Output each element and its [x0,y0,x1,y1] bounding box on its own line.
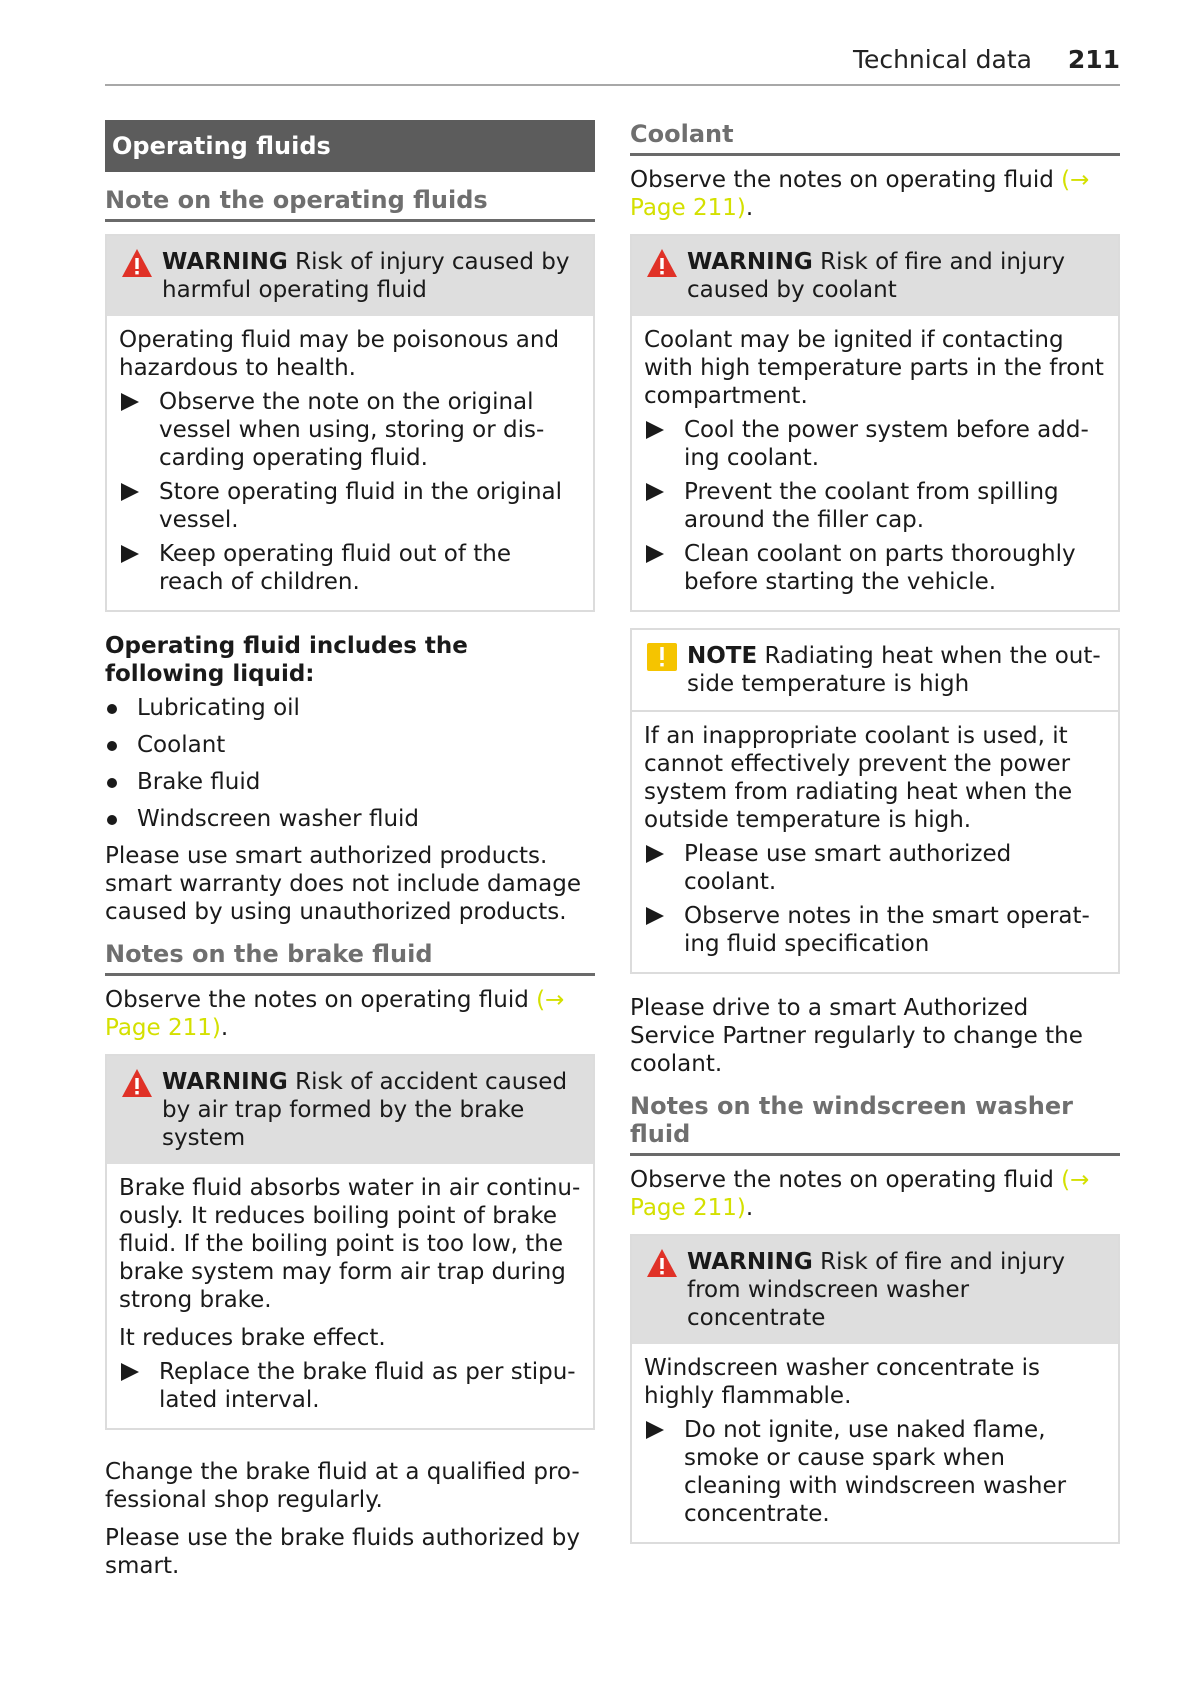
list-item [105,731,595,759]
arrow-bullet-icon [646,483,664,501]
list-item [105,768,595,796]
arrow-bullet-icon [646,1421,664,1439]
note-header [632,630,1118,712]
warning-body [107,316,593,610]
warning-title: Risk of injury caused by harmful operating fluid [162,249,570,303]
products-note: Please use smart authorized products. smart warranty does not include damage caused by using unauthorized products. [105,843,581,925]
warning-instructions [644,416,1106,596]
warning-header [107,236,593,316]
list-item-text: Replace the brake fluid as per stipu-lated interval. [159,1359,576,1413]
warning-triangle-icon [646,1248,678,1278]
list-item [644,902,1106,958]
warning-label: WARNING [162,1069,288,1095]
list-item [119,388,581,472]
warning-label: WARNING [687,249,813,275]
warning-box-harmful-fluid [105,234,595,612]
warning-triangle-icon [646,248,678,278]
warning-instructions [644,1416,1106,1528]
list-item [105,805,595,833]
list-item [644,1416,1106,1528]
includes-heading: Operating fluid includes the following liquid: [105,633,468,687]
note-body [632,712,1118,972]
list-item-text: Prevent the coolant from spilling around the filler cap. [684,479,1059,533]
warning-instructions [119,388,581,596]
section-heading-coolant: Coolant [630,120,1120,156]
list-item-text: Store operating fluid in the original vessel. [159,479,563,533]
note-instructions [644,840,1106,958]
brake-authorized-paragraph: Please use the brake fluids authorized by smart. [105,1525,581,1579]
service-partner-paragraph: Please drive to a smart Authorized Service Partner regularly to change the coolant. [630,995,1083,1077]
warning-label: WARNING [162,249,288,275]
brake-change-paragraph: Change the brake fluid at a qualified pro-fessional shop regularly. [105,1459,580,1513]
list-item [644,540,1106,596]
arrow-bullet-icon [121,483,139,501]
page-link[interactable]: (→ Page 211) [630,167,1090,221]
page-link[interactable]: (→ Page 211) [105,987,565,1041]
list-item [644,840,1106,896]
bullet-dot-icon [107,815,117,825]
warning-label: WARNING [687,1249,813,1275]
warning-text-2: It reduces brake effect. [119,1325,386,1351]
list-item-text: Windscreen washer fluid [137,806,420,832]
warning-triangle-icon [121,248,153,278]
bullet-dot-icon [107,778,117,788]
warning-box-brake-air-trap [105,1054,595,1430]
list-item-text: Observe notes in the smart operat-ing fluid specification [684,903,1090,957]
arrow-bullet-icon [121,545,139,563]
warning-text: Windscreen washer concentrate is highly flammable. [644,1355,1041,1409]
observe-note: Observe the notes on operating fluid (→ Page 211). [105,987,565,1041]
arrow-bullet-icon [121,393,139,411]
arrow-bullet-icon [646,421,664,439]
observe-text: Observe the notes on operating fluid [630,167,1054,193]
observe-note: Observe the notes on operating fluid (→ Page 211). [630,1167,1090,1221]
note-label: NOTE [687,643,758,669]
warning-instructions [119,1358,581,1414]
warning-triangle-icon [121,1068,153,1098]
section-heading-washer-fluid: Notes on the windscreen washer fluid [630,1092,1120,1156]
warning-body [632,1344,1118,1542]
arrow-bullet-icon [646,907,664,925]
list-item-text: Brake fluid [137,769,261,795]
left-column [105,120,595,1580]
bullet-dot-icon [107,741,117,751]
warning-header [632,1236,1118,1344]
right-column [630,120,1120,1544]
note-text: If an inappropriate coolant is used, it cannot effectively prevent the power system from radiating heat when the outside temperature is high. [644,723,1073,833]
list-item [644,416,1106,472]
observe-note: Observe the notes on operating fluid (→ Page 211). [630,167,1090,221]
liquids-list [105,694,595,833]
arrow-bullet-icon [646,845,664,863]
warning-header [107,1056,593,1164]
page-number: 211 [1067,45,1120,74]
warning-title: Risk of fire and injury caused by coolant [687,249,1066,303]
warning-body [632,316,1118,610]
page-header [105,44,1120,86]
list-item-text: Coolant [137,732,226,758]
note-title: Radiating heat when the out-side temperature is high [687,643,1101,697]
warning-header [632,236,1118,316]
list-item-text: Lubricating oil [137,695,300,721]
warning-text: Brake fluid absorbs water in air continu-ously. It reduces boiling point of brake fluid. If the boiling point is too low, the brake system may form air trap during strong brake. [119,1175,581,1313]
list-item-text: Please use smart authorized coolant. [684,841,1012,895]
list-item-text: Cool the power system before add-ing coolant. [684,417,1089,471]
list-item-text: Observe the note on the original vessel when using, storing or dis-carding operating fluid. [159,389,545,471]
list-item-text: Clean coolant on parts thoroughly before starting the vehicle. [684,541,1076,595]
warning-text: Coolant may be ignited if contacting with high temperature parts in the front compartment. [644,327,1104,409]
observe-text: Observe the notes on operating fluid [630,1167,1054,1193]
list-item [119,1358,581,1414]
page-link[interactable]: (→ Page 211) [630,1167,1090,1221]
list-item-text: Do not ignite, use naked flame, smoke or cause spark when cleaning with windscreen washer concentrate. [684,1417,1067,1527]
warning-text: Operating fluid may be poisonous and hazardous to health. [119,327,560,381]
warning-title: Risk of fire and injury from windscreen washer concentrate [687,1249,1066,1331]
note-box-radiating-heat [630,628,1120,974]
section-heading-operating-fluids: Note on the operating fluids [105,186,595,222]
chapter-title: Operating fluids [105,120,595,172]
arrow-bullet-icon [121,1363,139,1381]
observe-text: Observe the notes on operating fluid [105,987,529,1013]
list-item-text: Keep operating fluid out of the reach of children. [159,541,511,595]
bullet-dot-icon [107,704,117,714]
arrow-bullet-icon [646,545,664,563]
list-item [644,478,1106,534]
warning-box-washer-concentrate [630,1234,1120,1544]
warning-box-coolant [630,234,1120,612]
list-item [119,540,581,596]
section-heading-brake-fluid: Notes on the brake fluid [105,940,595,976]
section-name: Technical data [852,45,1032,74]
warning-title: Risk of accident caused by air trap formed by the brake system [162,1069,568,1151]
list-item [119,478,581,534]
warning-body [107,1164,593,1428]
list-item [105,694,595,722]
exclamation-note-icon [646,642,678,672]
